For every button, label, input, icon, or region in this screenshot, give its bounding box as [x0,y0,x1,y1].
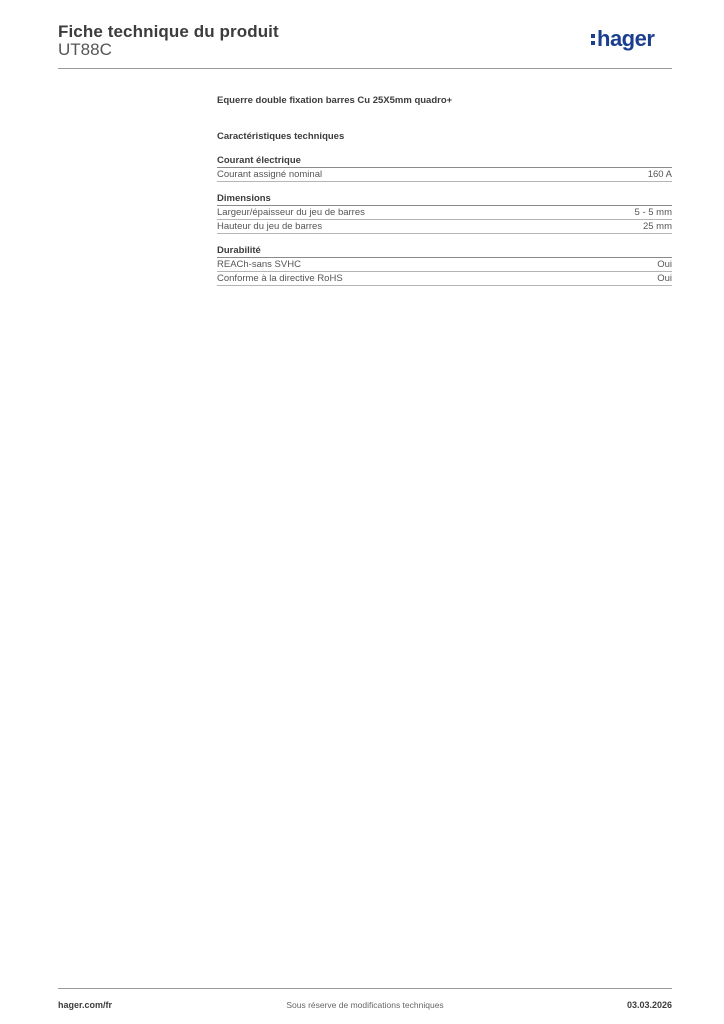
logo-dot-top [591,34,595,38]
logo-dot-bottom [591,41,595,45]
group-title: Dimensions [217,192,672,206]
spec-row [217,206,672,220]
page-footer [58,988,672,1019]
footer-website-link[interactable]: hager.com/fr [58,1000,113,1010]
spec-row [217,220,672,234]
spec-value: 25 mm [642,221,672,232]
group-title: Courant électrique [217,154,672,168]
spec-label: Conforme à la directive RoHS [217,273,343,284]
product-reference: UT88C [58,40,112,59]
spec-label: Largeur/épaisseur du jeu de barres [217,207,365,218]
document-title: Fiche technique du produit [58,22,279,41]
spec-row [217,272,672,286]
spec-value: Oui [657,273,672,284]
spec-value: 160 A [647,169,672,180]
product-description: Equerre double fixation barres Cu 25X5mm quadro+ [217,95,453,106]
spec-value: Oui [657,259,672,270]
spec-row [217,168,672,182]
group-electrical-current [217,154,672,182]
footer-disclaimer: Sous réserve de modifications techniques [286,1000,444,1010]
spec-label: REACh-sans SVHC [217,259,301,270]
product-content [217,94,672,286]
group-title: Durabilité [217,244,672,258]
spec-label: Courant assigné nominal [217,169,323,180]
characteristics-title: Caractéristiques techniques [217,131,345,142]
group-dimensions [217,192,672,234]
spec-row [217,258,672,272]
spec-value: 5 - 5 mm [634,207,672,218]
logo-text: hager [597,26,655,51]
group-durability [217,244,672,286]
footer-date: 03.03.2026 [626,1000,672,1010]
page-header [58,20,672,69]
hager-logo [590,26,672,54]
spec-label: Hauteur du jeu de barres [217,221,323,232]
